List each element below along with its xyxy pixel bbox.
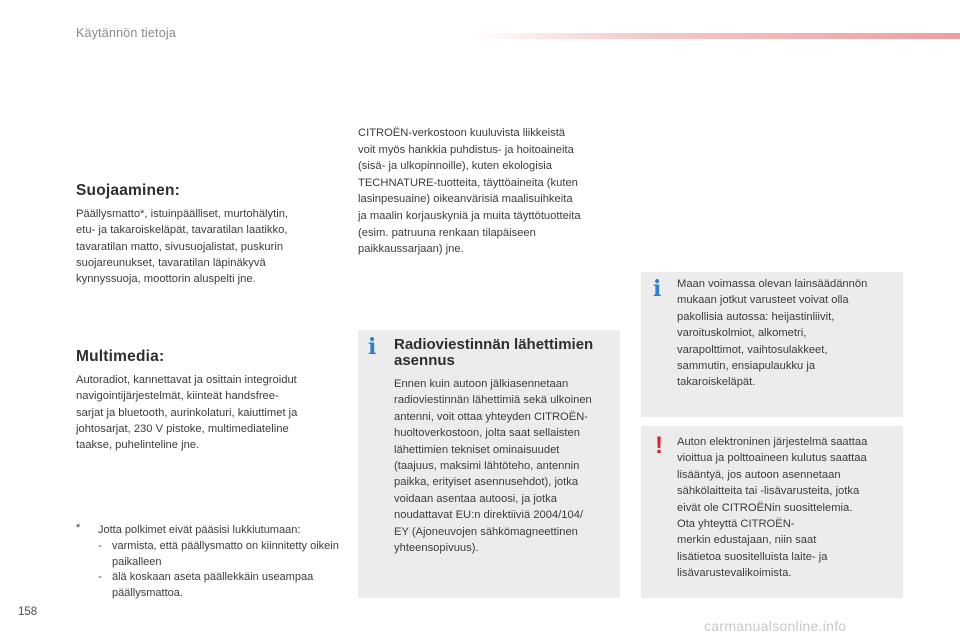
footnote-item-text: varmista, että päällysmatto on kiinnitetty oikein paikalleen [112, 539, 339, 568]
watermark: carmanualsonline.info [704, 618, 847, 634]
header-divider [470, 33, 960, 39]
mandatory-equipment-box [641, 272, 903, 417]
footnote-dash: - [98, 539, 102, 552]
radio-box-text: Ennen kuin autoon jälkiasennetaan radioviestinnän lähettimiä sekä ulkoinen antenni, voit ottaa yhteyden CITROËN- huoltoverkostoon, jolta saat sellaisten lähettimien tekniset ominaisuudet (taajuus, maksimi lähtöteho, antennin paikka, erityiset asennusehdot), jotka voidaan asentaa autoosi, ja jotka noudattavat EU:n direktiiviä 2004/104/ EY (Ajoneuvojen sähkömagneettinen yhteensopivuus). [394, 378, 592, 555]
section-text-multimedia: Autoradiot, kannettavat ja osittain integroidut navigointijärjestelmät, kiinteät handsfree- sarjat ja bluetooth, aurinkolaturi, kaiuttimet ja johtosarjat, 230 V pistoke, multimediateline taakse, puhelinteline jne. [76, 374, 298, 452]
section-text-suojaaminen: Päällysmatto*, istuinpäälliset, murtohälytin, etu- ja takaroiskeläpät, tavaratilan laatikko, tavaratilan matto, sivusuojalistat, puskurin suojareunukset, tavaratilan läpinäkyvä kynnyssuoja, moottorin aluspelti jne. [76, 208, 289, 286]
mandatory-equipment-text: Maan voimassa olevan lainsäädännön mukaan jotkut varusteet voivat olla pakollisia autossa: heijastinliivit, varoituskolmiot, alkometri, varapolttimot, vaihtosulakkeet, sammutin, ensiapulaukku ja takaroiskeläpät. [677, 278, 868, 389]
footnote-heading: Jotta polkimet eivät pääsisi lukkiutumaan: [98, 524, 301, 536]
footnote-dash: - [98, 571, 102, 584]
info-icon: i [653, 276, 662, 302]
footnote-marker: * [76, 522, 81, 534]
footnote [76, 523, 346, 602]
warning-icon: ! [655, 432, 663, 459]
footnote-item [98, 570, 346, 602]
radio-box-title: Radioviestinnän lähettimien asennus [394, 336, 594, 369]
section-title-multimedia: Multimedia: [76, 348, 165, 365]
electronics-warning-box [641, 426, 903, 598]
page-header-title: Käytännön tietoja [76, 26, 177, 40]
citroen-products-text: CITROËN-verkostoon kuuluvista liikkeistä voit myös hankkia puhdistus- ja hoitoaineita (sisä- ja ulkopinnoille), kuten ekologisia TECHNATURE-tuotteita, täyttöaineita (kuten lasinpesuaine) oikeanvärisiä maalisuihkeita ja maalin korjauskyniä ja muita täyttötuotteita (esim. patruuna renkaan tilapäiseen paikkaussarjaan) jne. [358, 127, 581, 256]
section-title-suojaaminen: Suojaaminen: [76, 182, 181, 199]
info-icon: i [368, 334, 377, 360]
footnote-item-text: älä koskaan aseta päällekkäin useampaa päällysmattoa. [112, 571, 314, 600]
electronics-warning-text: Auton elektroninen järjestelmä saattaa vioittua ja polttoaineen kulutus saattaa lisääntyä, jos autoon asennetaan sähkölaitteita tai -lisävarusteita, jotka eivät ole CITROËNin suosittelemia. Ota yhteyttä CITROËN- merkin edustajaan, niin saat lisätietoa suositelluista laite- ja lisävarustevalikoimista. [677, 436, 868, 580]
footnote-item [98, 539, 346, 571]
radio-transmitter-box [358, 330, 620, 598]
page-number: 158 [18, 606, 38, 618]
